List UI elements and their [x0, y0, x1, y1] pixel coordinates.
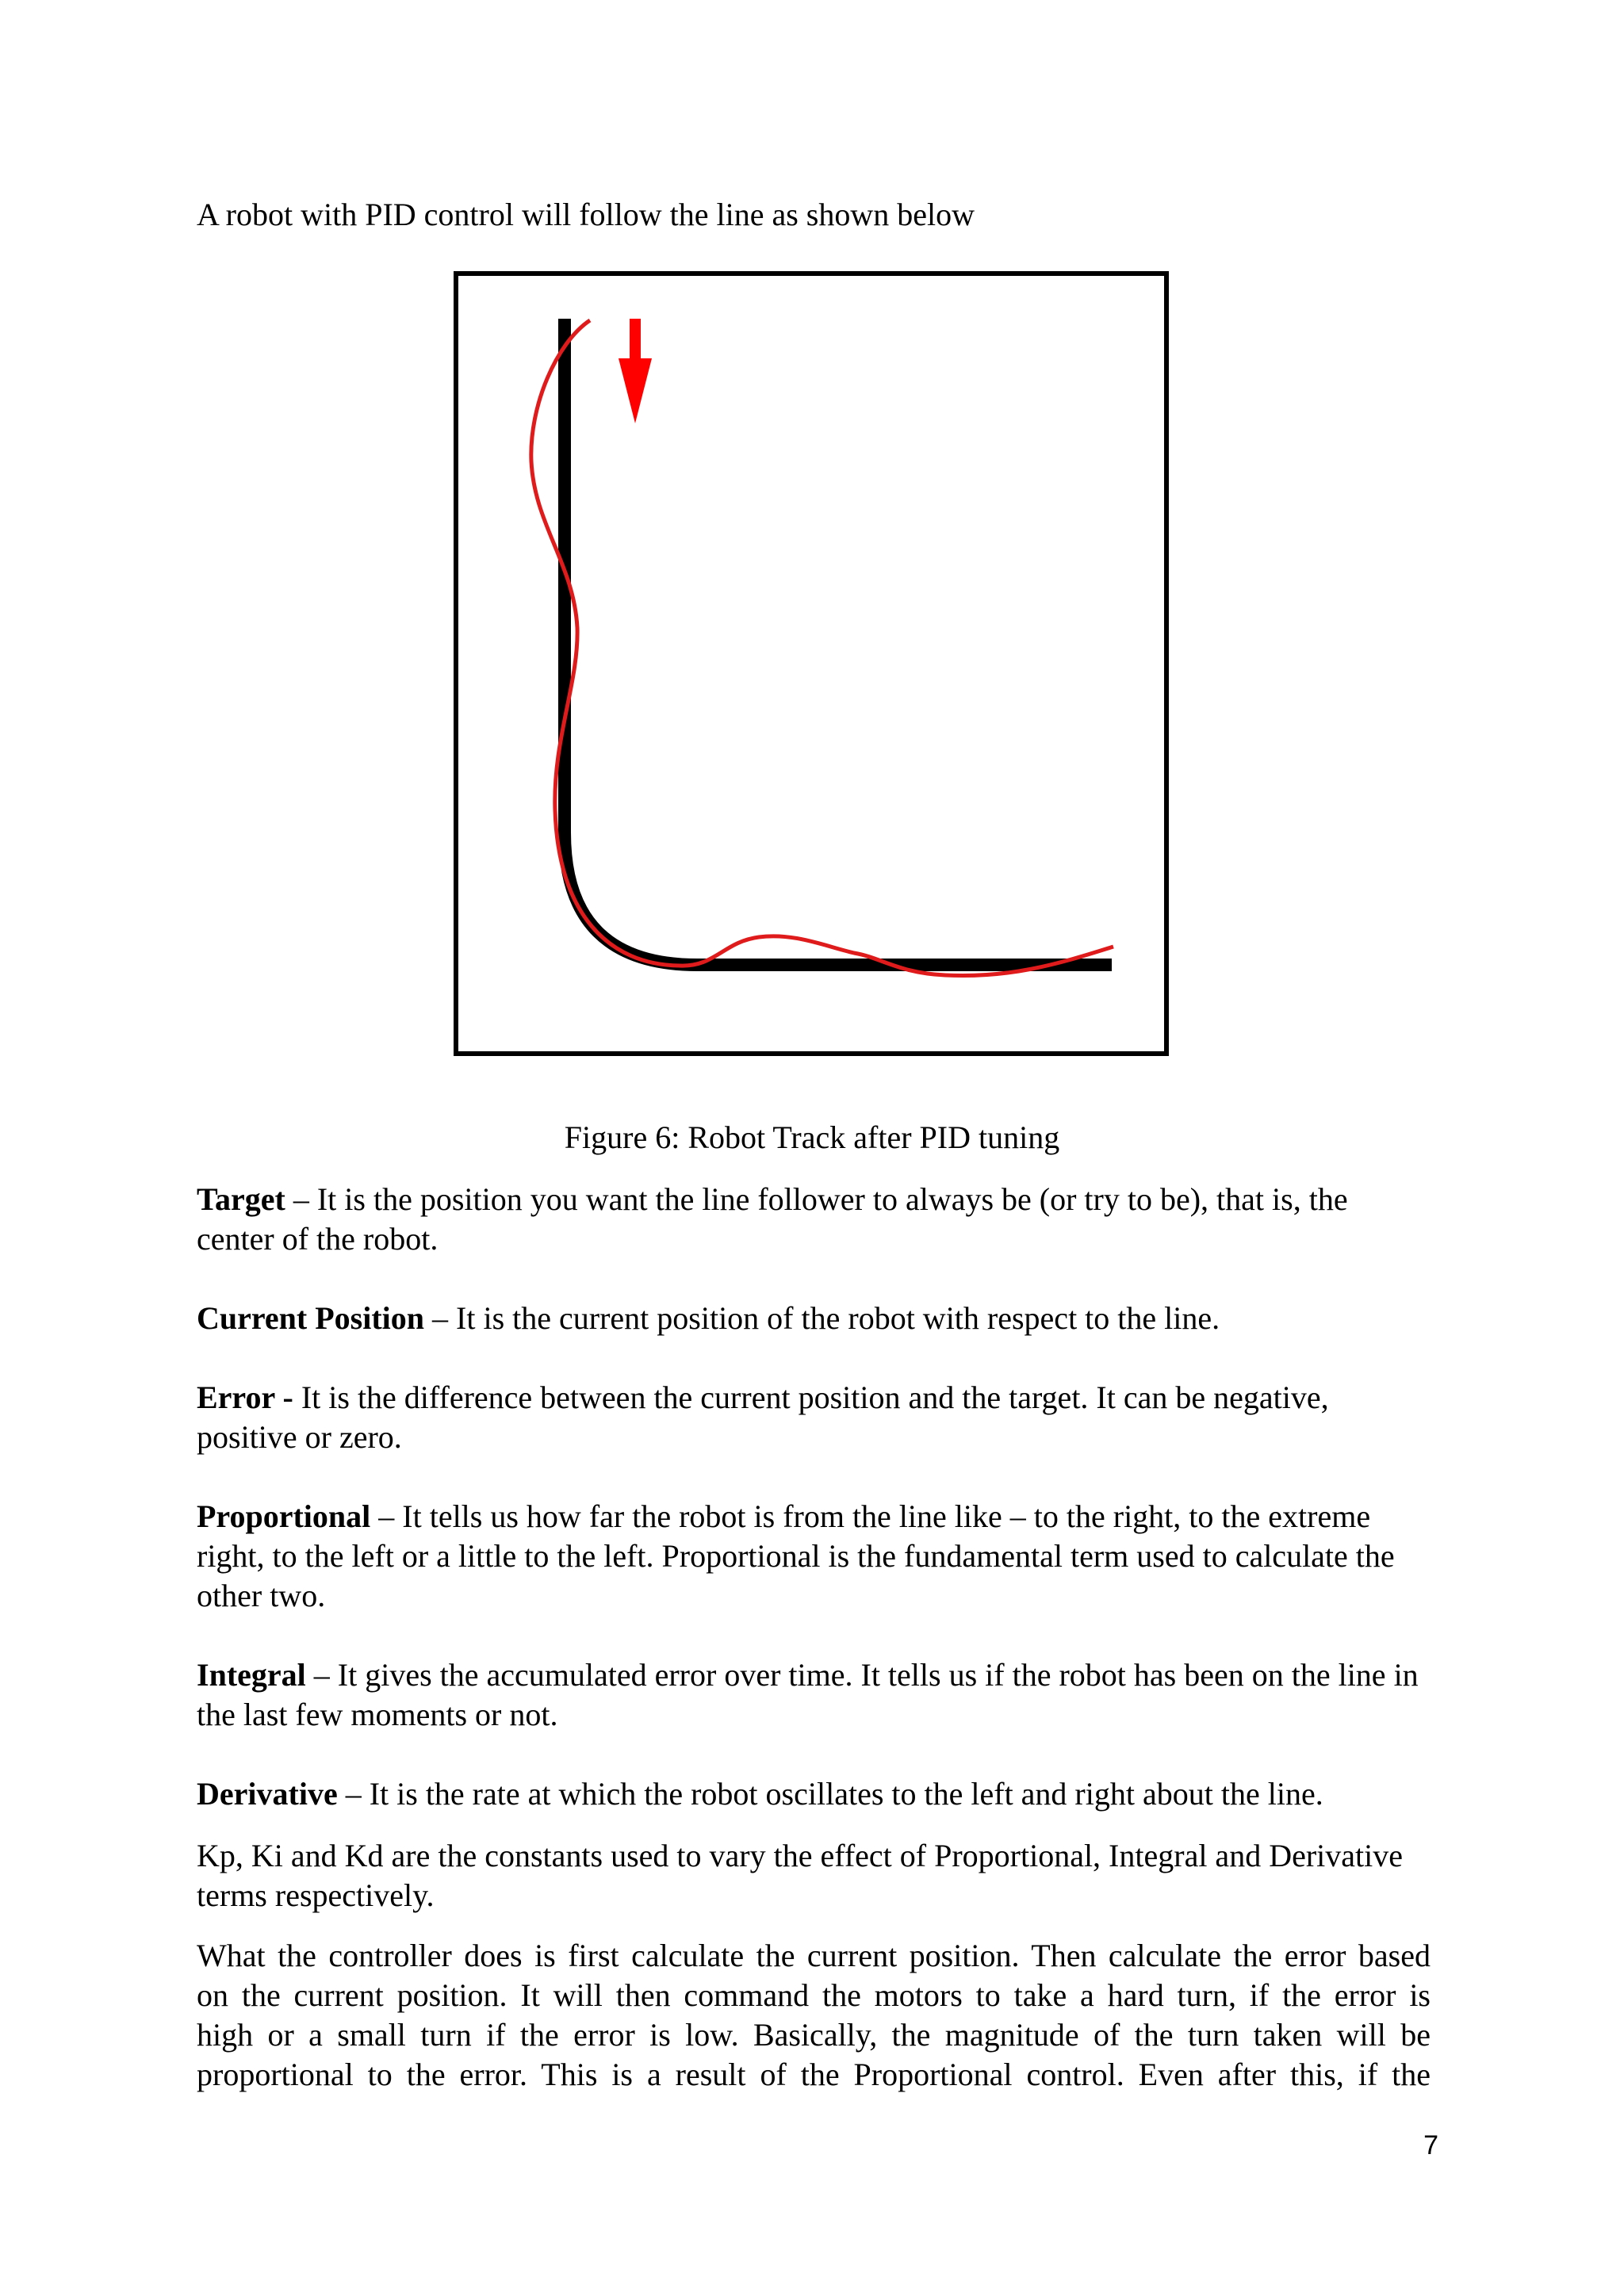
definition-integral: [197, 1655, 1431, 1735]
definition-separator: –: [285, 1181, 317, 1217]
definition-error: [197, 1378, 1431, 1457]
definition-separator: –: [370, 1498, 403, 1534]
definition-text: It is the rate at which the robot oscillates to the left and right about the line.: [369, 1776, 1323, 1812]
definition-term: Derivative: [197, 1776, 338, 1812]
definition-separator: –: [337, 1776, 370, 1812]
arrow-down-icon: [619, 319, 652, 423]
intro-text: A robot with PID control will follow the line as shown below: [197, 197, 975, 232]
definition-term: Integral: [197, 1657, 306, 1693]
definition-current-position: [197, 1299, 1431, 1338]
definition-term: Target: [197, 1181, 285, 1217]
definition-proportional: [197, 1497, 1431, 1616]
paragraph-line: proportional to the error. This is a result of the Proportional control. Even after this, if the: [197, 2057, 1431, 2092]
definition-separator: –: [424, 1300, 457, 1336]
robot-track-figure: [454, 271, 1169, 1056]
definition-text: It gives the accumulated error over time. It tells us if the robot has been on the line in the last few moments or not.: [197, 1657, 1419, 1732]
robot-track-diagram: [454, 271, 1169, 1056]
definition-target: [197, 1180, 1431, 1259]
definition-derivative: [197, 1774, 1431, 1814]
paragraph-line: on the current position. It will then command the motors to take a hard turn, if the error is: [197, 1977, 1431, 2013]
red-robot-track: [531, 320, 1113, 976]
page-number: 7: [1423, 2130, 1438, 2160]
definition-term: Error -: [197, 1380, 293, 1415]
definition-text: It tells us how far the robot is from the line like – to the right, to the extreme right, to the left or a little to the left. Proportional is the fundamental term used to calculate the other two.: [197, 1498, 1395, 1613]
definition-text: It is the difference between the current position and the target. It can be negative, positive or zero.: [197, 1380, 1329, 1455]
paragraph-line: What the controller does is first calculate the current position. Then calculate the error based: [197, 1938, 1431, 1973]
definition-separator: –: [305, 1657, 338, 1693]
definition-separator: [293, 1380, 301, 1415]
body-text: [197, 1180, 1431, 2095]
definition-term: Proportional: [197, 1498, 371, 1534]
paragraph-constants: Kp, Ki and Kd are the constants used to vary the effect of Proportional, Integral and Derivative terms respectively.: [197, 1838, 1403, 1913]
definition-text: It is the current position of the robot with respect to the line.: [456, 1300, 1220, 1336]
figure-caption: Figure 6: Robot Track after PID tuning: [564, 1119, 1060, 1155]
paragraph-controller: [197, 1936, 1431, 2095]
definition-term: Current Position: [197, 1300, 425, 1336]
definition-text: It is the position you want the line follower to always be (or try to be), that is, the center of the robot.: [197, 1181, 1348, 1257]
black-guide-line: [565, 319, 1112, 965]
paragraph-line: high or a small turn if the error is low. Basically, the magnitude of the turn taken will be: [197, 2017, 1431, 2053]
